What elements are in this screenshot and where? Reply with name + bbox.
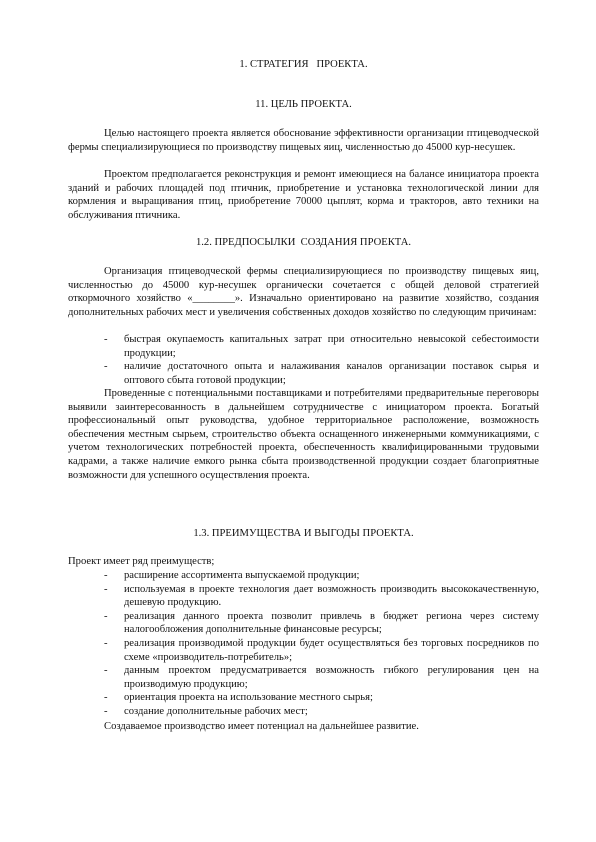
list-item-text: создание дополнительные рабочих мест; [124, 705, 308, 717]
list-dash: - [104, 610, 108, 622]
list-dash: - [104, 705, 108, 717]
list-item [68, 705, 539, 719]
list-item-text: реализация производимой продукции будет осуществляться без торговых посредников по схеме «производитель-потребитель»; [124, 637, 539, 663]
premises-paragraph-1: Организация птицеводческой фермы специализирующиеся по производству пищевых яиц, численностью до 45000 кур-несушек органически сочетается с общей деловой стратегией откормочного хозяйство «________». Изначально ориентировано на развитие хозяйство, создания дополнительных рабочих мест и увеличения собственных доходов хозяйство по следующим причинам: [68, 266, 539, 318]
list-item-text: быстрая окупаемость капитальных затрат при относительно невысокой себестоимости продукции; [124, 334, 539, 359]
list-item [68, 637, 539, 664]
list-dash: - [104, 361, 108, 373]
list-item [68, 664, 539, 691]
list-item [68, 610, 539, 637]
list-item [68, 333, 539, 360]
list-item-text: ориентация проекта на использование местного сырья; [124, 692, 373, 704]
list-item-text: используемая в проекте технология дает возможность производить высококачественную, дешевую продукцию. [124, 583, 539, 609]
list-dash: - [104, 583, 108, 595]
list-item [68, 569, 539, 583]
list-item-text: расширение ассортимента выпускаемой продукции; [124, 570, 360, 581]
premises-paragraph-2: Проведенные с потенциальными поставщиками и потребителями предварительные переговоры выявили заинтересованность в дальнейшем сотрудничестве с инициатором проекта. Богатый профессиональный опыт руководства, удобное территориальное расположение, возможность обеспечения местным сырьем, строительство объекта оснащенного инженерными коммуникациями, с учетом технологических потребностей проекта, обеспеченность квалифицированными трудовыми кадрами, а также наличие емкого рынка сбыта производственной продукции создает благоприятные возможности для успешного осуществления проекта. [68, 388, 539, 481]
list-item-text: наличие достаточного опыта и налаживания каналов организации поставок сырья и оптового сбыта готовой продукции; [124, 361, 539, 386]
list-item [68, 360, 539, 387]
goal-paragraph-2: Проектом предполагается реконструкция и ремонт имеющиеся на балансе инициатора проекта зданий и рабочих площадей под птичник, приобретение и установка технологической линии для кормления и выращивания птиц, приобретение 70000 цыплят, корма и тракторов, авто техники на обслуживания птичника. [68, 169, 539, 221]
list-dash: - [104, 637, 108, 649]
list-item-text: данным проектом предусматривается возможность гибкого регулирования цен на производимую продукцию; [124, 665, 539, 690]
list-item [68, 583, 539, 610]
advantages-list [68, 569, 539, 719]
heading-premises: 1.2. ПРЕДПОСЫЛКИ СОЗДАНИЯ ПРОЕКТА. [195, 237, 412, 248]
goal-paragraph-1: Целью настоящего проекта является обоснование эффективности организации птицеводческой фермы специализирующиеся по производству пищевых яиц, численностью до 45000 кур-несушек. [68, 128, 539, 153]
list-dash: - [104, 570, 108, 581]
heading-goal: 11. ЦЕЛЬ ПРОЕКТА. [255, 99, 352, 110]
list-dash: - [104, 692, 108, 704]
heading-advantages: 1.3. ПРЕИМУЩЕСТВА И ВЫГОДЫ ПРОЕКТА. [193, 528, 414, 539]
premises-reasons-list [68, 333, 539, 387]
list-item-text: реализация данного проекта позволит привлечь в бюджет региона через систему налогообложения дополнительные финансовые ресурсы; [124, 610, 539, 636]
list-dash: - [104, 334, 108, 345]
list-item [68, 691, 539, 705]
advantages-closing: Создаваемое производство имеет потенциал на дальнейшее развитие. [104, 721, 419, 732]
advantages-intro: Проект имеет ряд преимуществ; [68, 556, 215, 567]
heading-strategy: 1. СТРАТЕГИЯ ПРОЕКТА. [239, 59, 368, 70]
list-dash: - [104, 665, 108, 677]
